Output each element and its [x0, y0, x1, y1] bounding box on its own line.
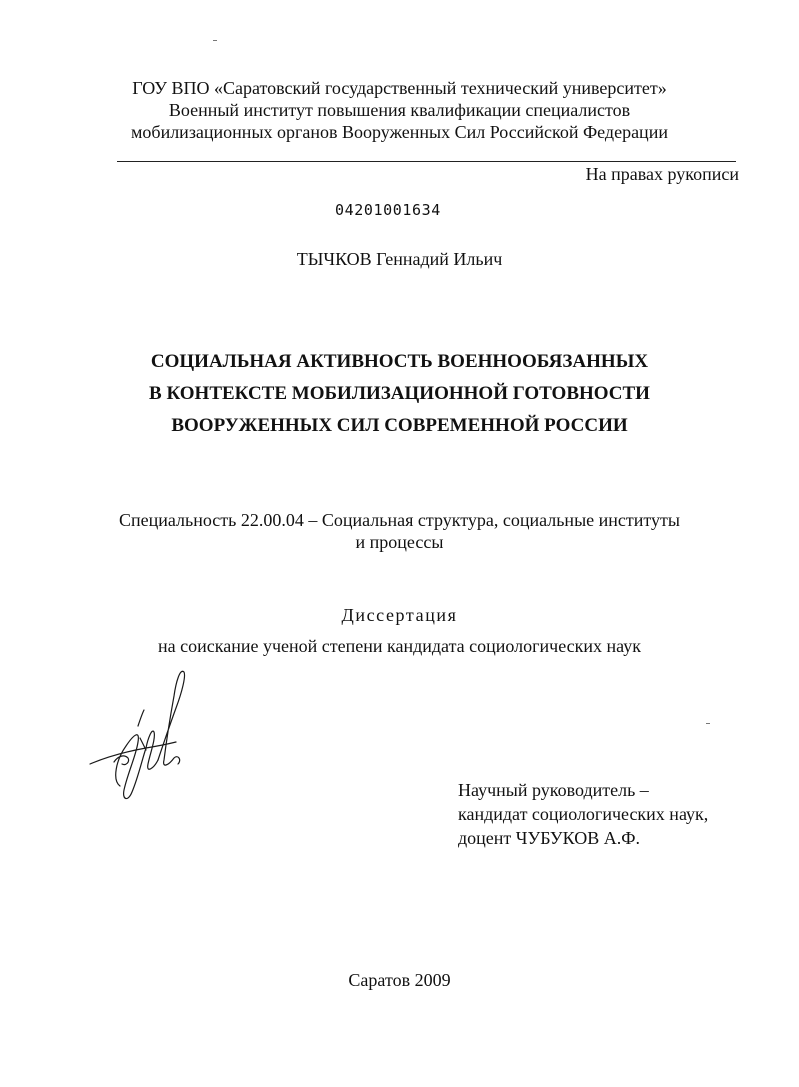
title-line-2: В КОНТЕКСТЕ МОБИЛИЗАЦИОННОЙ ГОТОВНОСТИ: [149, 383, 650, 404]
title-line-1: СОЦИАЛЬНАЯ АКТИВНОСТЬ ВОЕННООБЯЗАННЫХ: [150, 351, 649, 372]
header-divider: [117, 161, 736, 162]
author-name: ТЫЧКОВ Геннадий Ильич: [296, 249, 503, 269]
institution-line-3: мобилизационных органов Вооруженных Сил Российской Федерации: [131, 122, 668, 142]
scan-mark: [213, 40, 217, 41]
advisor-line-2: кандидат социологических наук,: [458, 804, 709, 824]
scan-mark: [706, 723, 710, 724]
manuscript-rights-note: На правах рукописи: [585, 164, 739, 184]
title-line-3: ВООРУЖЕННЫХ СИЛ СОВРЕМЕННОЙ РОССИИ: [171, 415, 628, 436]
advisor-line-1: Научный руководитель –: [458, 780, 649, 800]
dissertation-purpose: на соискание ученой степени кандидата социологических наук: [158, 636, 641, 656]
institution-line-2: Военный институт повышения квалификации специалистов: [168, 100, 631, 120]
dissertation-label: Диссертация: [341, 605, 458, 625]
advisor-line-3: доцент ЧУБУКОВ А.Ф.: [458, 828, 640, 848]
institution-line-1: ГОУ ВПО «Саратовский государственный технический университет»: [132, 78, 667, 98]
catalog-code: 04201001634: [335, 201, 441, 219]
author-signature: [84, 668, 194, 808]
specialty-line-2: и процессы: [355, 532, 444, 552]
specialty-line-1: Специальность 22.00.04 – Социальная структура, социальные институты: [118, 510, 680, 530]
city-year: Саратов 2009: [348, 970, 451, 990]
